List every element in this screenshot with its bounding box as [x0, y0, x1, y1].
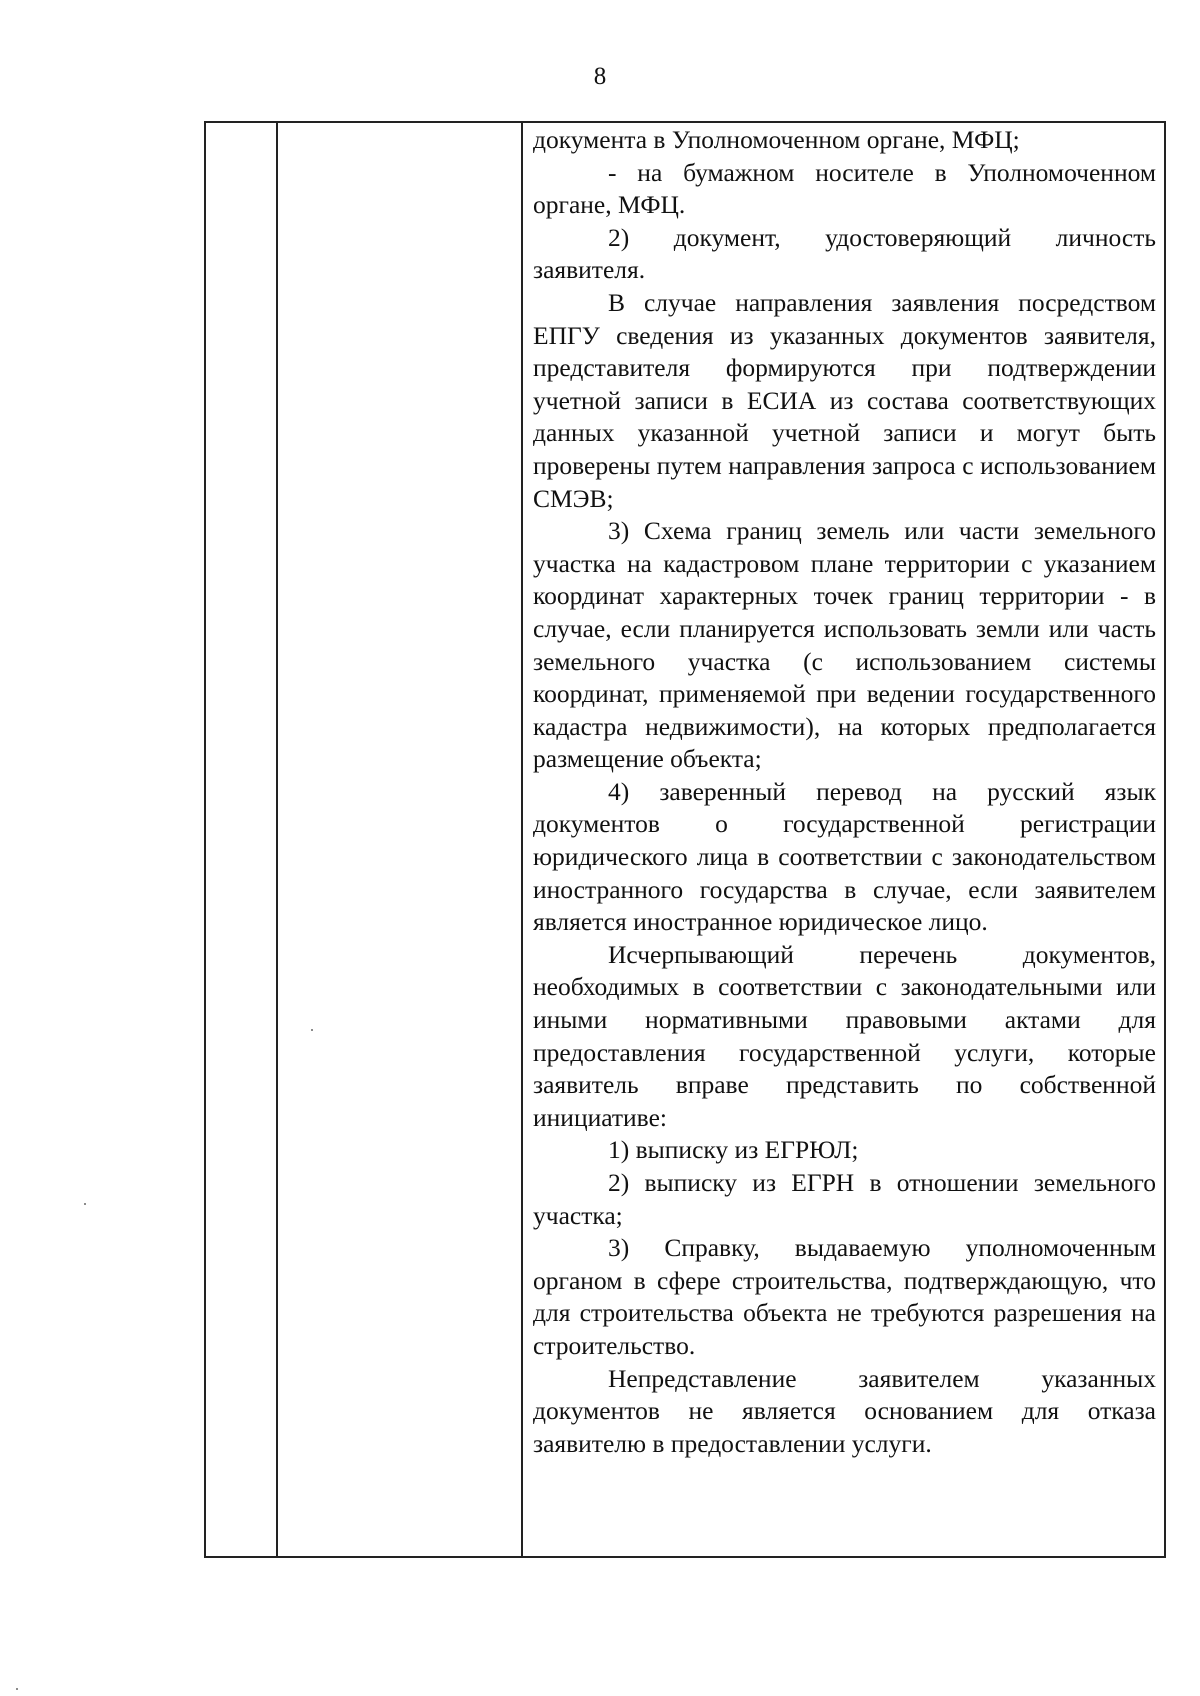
scan-speck: [311, 1029, 313, 1031]
paragraph-non-submission: Непредставление заявителем указанных документов не является основанием для отказа заявителю в предоставлении услуги.: [533, 1363, 1156, 1458]
paragraph-document-in-office: документа в Уполномоченном органе, МФЦ;: [533, 125, 1020, 154]
scan-speck: [16, 1688, 18, 1690]
paragraph-construction-certificate: 3) Справку, выдаваемую уполномоченным органом в сфере строительства, подтверждающую, что для строительства объекта не требуются разрешения на строительство.: [533, 1233, 1156, 1360]
table-column-divider-2: [521, 123, 523, 1556]
paragraph-epgu-information: В случае направления заявления посредством ЕПГУ сведения из указанных документов заявителя, представителя формируются при подтверждении учетной записи в ЕСИА из состава соответствующих данных указанной учетной записи и могут быть проверены путем направления запроса с использованием СМЭВ;: [533, 287, 1156, 513]
paragraph-paper-carrier: - на бумажном носителе в Уполномоченном органе, МФЦ.: [533, 157, 1156, 220]
paragraph-egrn-extract: 2) выписку из ЕГРН в отношении земельного участка;: [533, 1168, 1156, 1230]
paragraph-certified-translation: 4) заверенный перевод на русский язык документов о государственной регистрации юридического лица в соответствии с законодательством иностранного государства в случае, если заявителем является иностранное юридическое лицо.: [533, 776, 1156, 937]
paragraph-identity-document: 2) документ, удостоверяющий личность заявителя.: [533, 222, 1156, 285]
scan-speck: [84, 1203, 86, 1205]
document-table: [204, 121, 1166, 1558]
paragraph-exhaustive-list: Исчерпывающий перечень документов, необходимых в соответствии с законодательными или иными нормативными правовыми актами для предоставления государственной услуги, которые заявитель вправе представить по собственной инициативе:: [533, 939, 1156, 1132]
page-number: 8: [593, 63, 607, 90]
table-text-cell: [533, 124, 1156, 1460]
paragraph-boundary-scheme: 3) Схема границ земель или части земельного участка на кадастровом плане территории с указанием координат характерных точек границ территории - в случае, если планируется использовать земли или часть земельного участка (с использованием системы координат, применяемой при ведении государственного кадастра недвижимости), на которых предполагается размещение объекта;: [533, 516, 1156, 774]
paragraph-egrul-extract: 1) выписку из ЕГРЮЛ;: [608, 1135, 859, 1165]
table-column-divider-1: [276, 123, 278, 1556]
